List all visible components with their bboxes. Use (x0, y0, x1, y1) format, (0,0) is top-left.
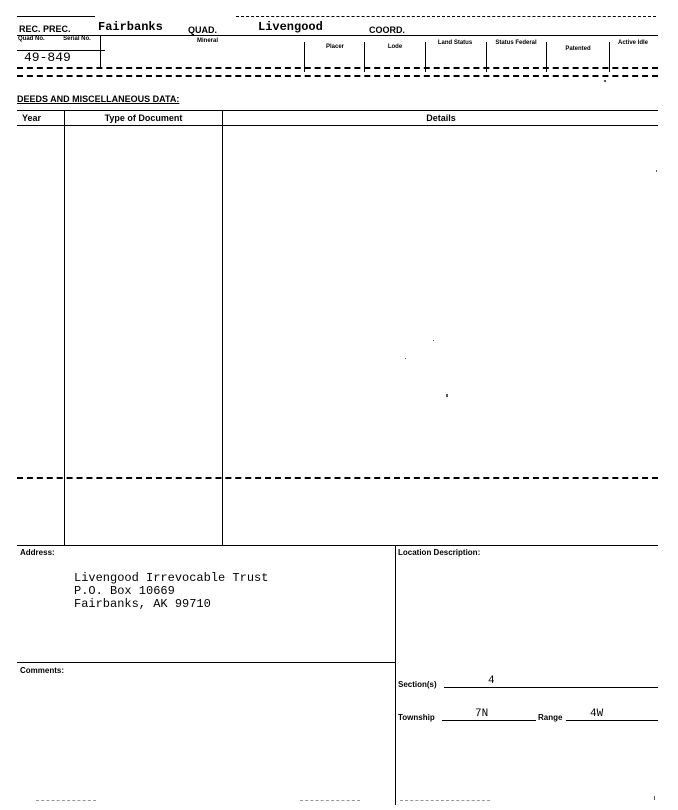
scan-noise (36, 800, 96, 801)
scan-speck (654, 796, 655, 800)
address-location-divider (395, 545, 396, 805)
deeds-col-divider (64, 110, 65, 545)
col-details: Details (426, 113, 456, 123)
scan-speck (446, 394, 448, 397)
quad-serial-value: 49-849 (24, 50, 71, 65)
col-status-federal: Status Federal (495, 40, 537, 46)
township-fill-line (442, 720, 536, 721)
comments-top-rule (17, 662, 395, 663)
range-fill-line (566, 720, 658, 721)
address-line-3: Fairbanks, AK 99710 (74, 597, 211, 611)
sections-fill-line (444, 687, 658, 688)
header-top-rule (17, 16, 95, 17)
sections-value: 4 (488, 675, 495, 687)
col-patented: Patented (565, 46, 591, 52)
header-top-rule-right (236, 16, 656, 17)
claim-table-top-rule (17, 35, 658, 36)
deeds-dashed-rule (17, 477, 658, 479)
location-description-label: Location Description: (398, 548, 481, 557)
deeds-section-title: DEEDS AND MISCELLANEOUS DATA: (17, 94, 180, 104)
col-lode: Lode (387, 44, 403, 50)
col-year: Year (22, 113, 42, 123)
claim-row-dashed-rule (17, 67, 658, 69)
range-label: Range (538, 713, 563, 722)
scan-speck (433, 340, 434, 341)
deeds-col-divider (222, 110, 223, 545)
scan-noise (400, 800, 490, 801)
scan-speck (405, 358, 406, 359)
col-active-idle: Active Idle (617, 40, 648, 46)
col-placer: Placer (325, 44, 344, 50)
col-serial-no: Serial No. (63, 36, 91, 42)
comments-label: Comments: (20, 666, 65, 675)
col-divider (100, 35, 101, 68)
col-quad-no: Quad No. (18, 36, 45, 42)
range-value: 4W (590, 708, 604, 720)
coord-label: COORD. (369, 25, 405, 35)
deeds-header-rule (17, 125, 658, 126)
col-land-status: Land Status (437, 40, 473, 46)
township-label: Township (398, 713, 435, 722)
col-type-of-document: Type of Document (104, 113, 183, 123)
quad-value: Livengood (258, 20, 323, 34)
address-top-rule (17, 545, 658, 546)
quad-label: QUAD. (188, 25, 217, 35)
claim-row-dashed-rule (17, 75, 658, 77)
scan-speck (604, 80, 606, 82)
scan-noise (300, 800, 360, 801)
scan-speck (656, 170, 657, 172)
col-mineral: Mineral (196, 38, 218, 44)
rec-prec-value: Fairbanks (98, 20, 163, 34)
rec-prec-label: REC. PREC. (19, 24, 71, 34)
address-line-1: Livengood Irrevocable Trust (74, 571, 269, 585)
township-value: 7N (475, 708, 489, 720)
deeds-top-rule (17, 110, 658, 111)
sections-label: Section(s) (398, 680, 437, 689)
address-line-2: P.O. Box 10669 (74, 584, 175, 598)
address-label: Address: (20, 548, 55, 557)
